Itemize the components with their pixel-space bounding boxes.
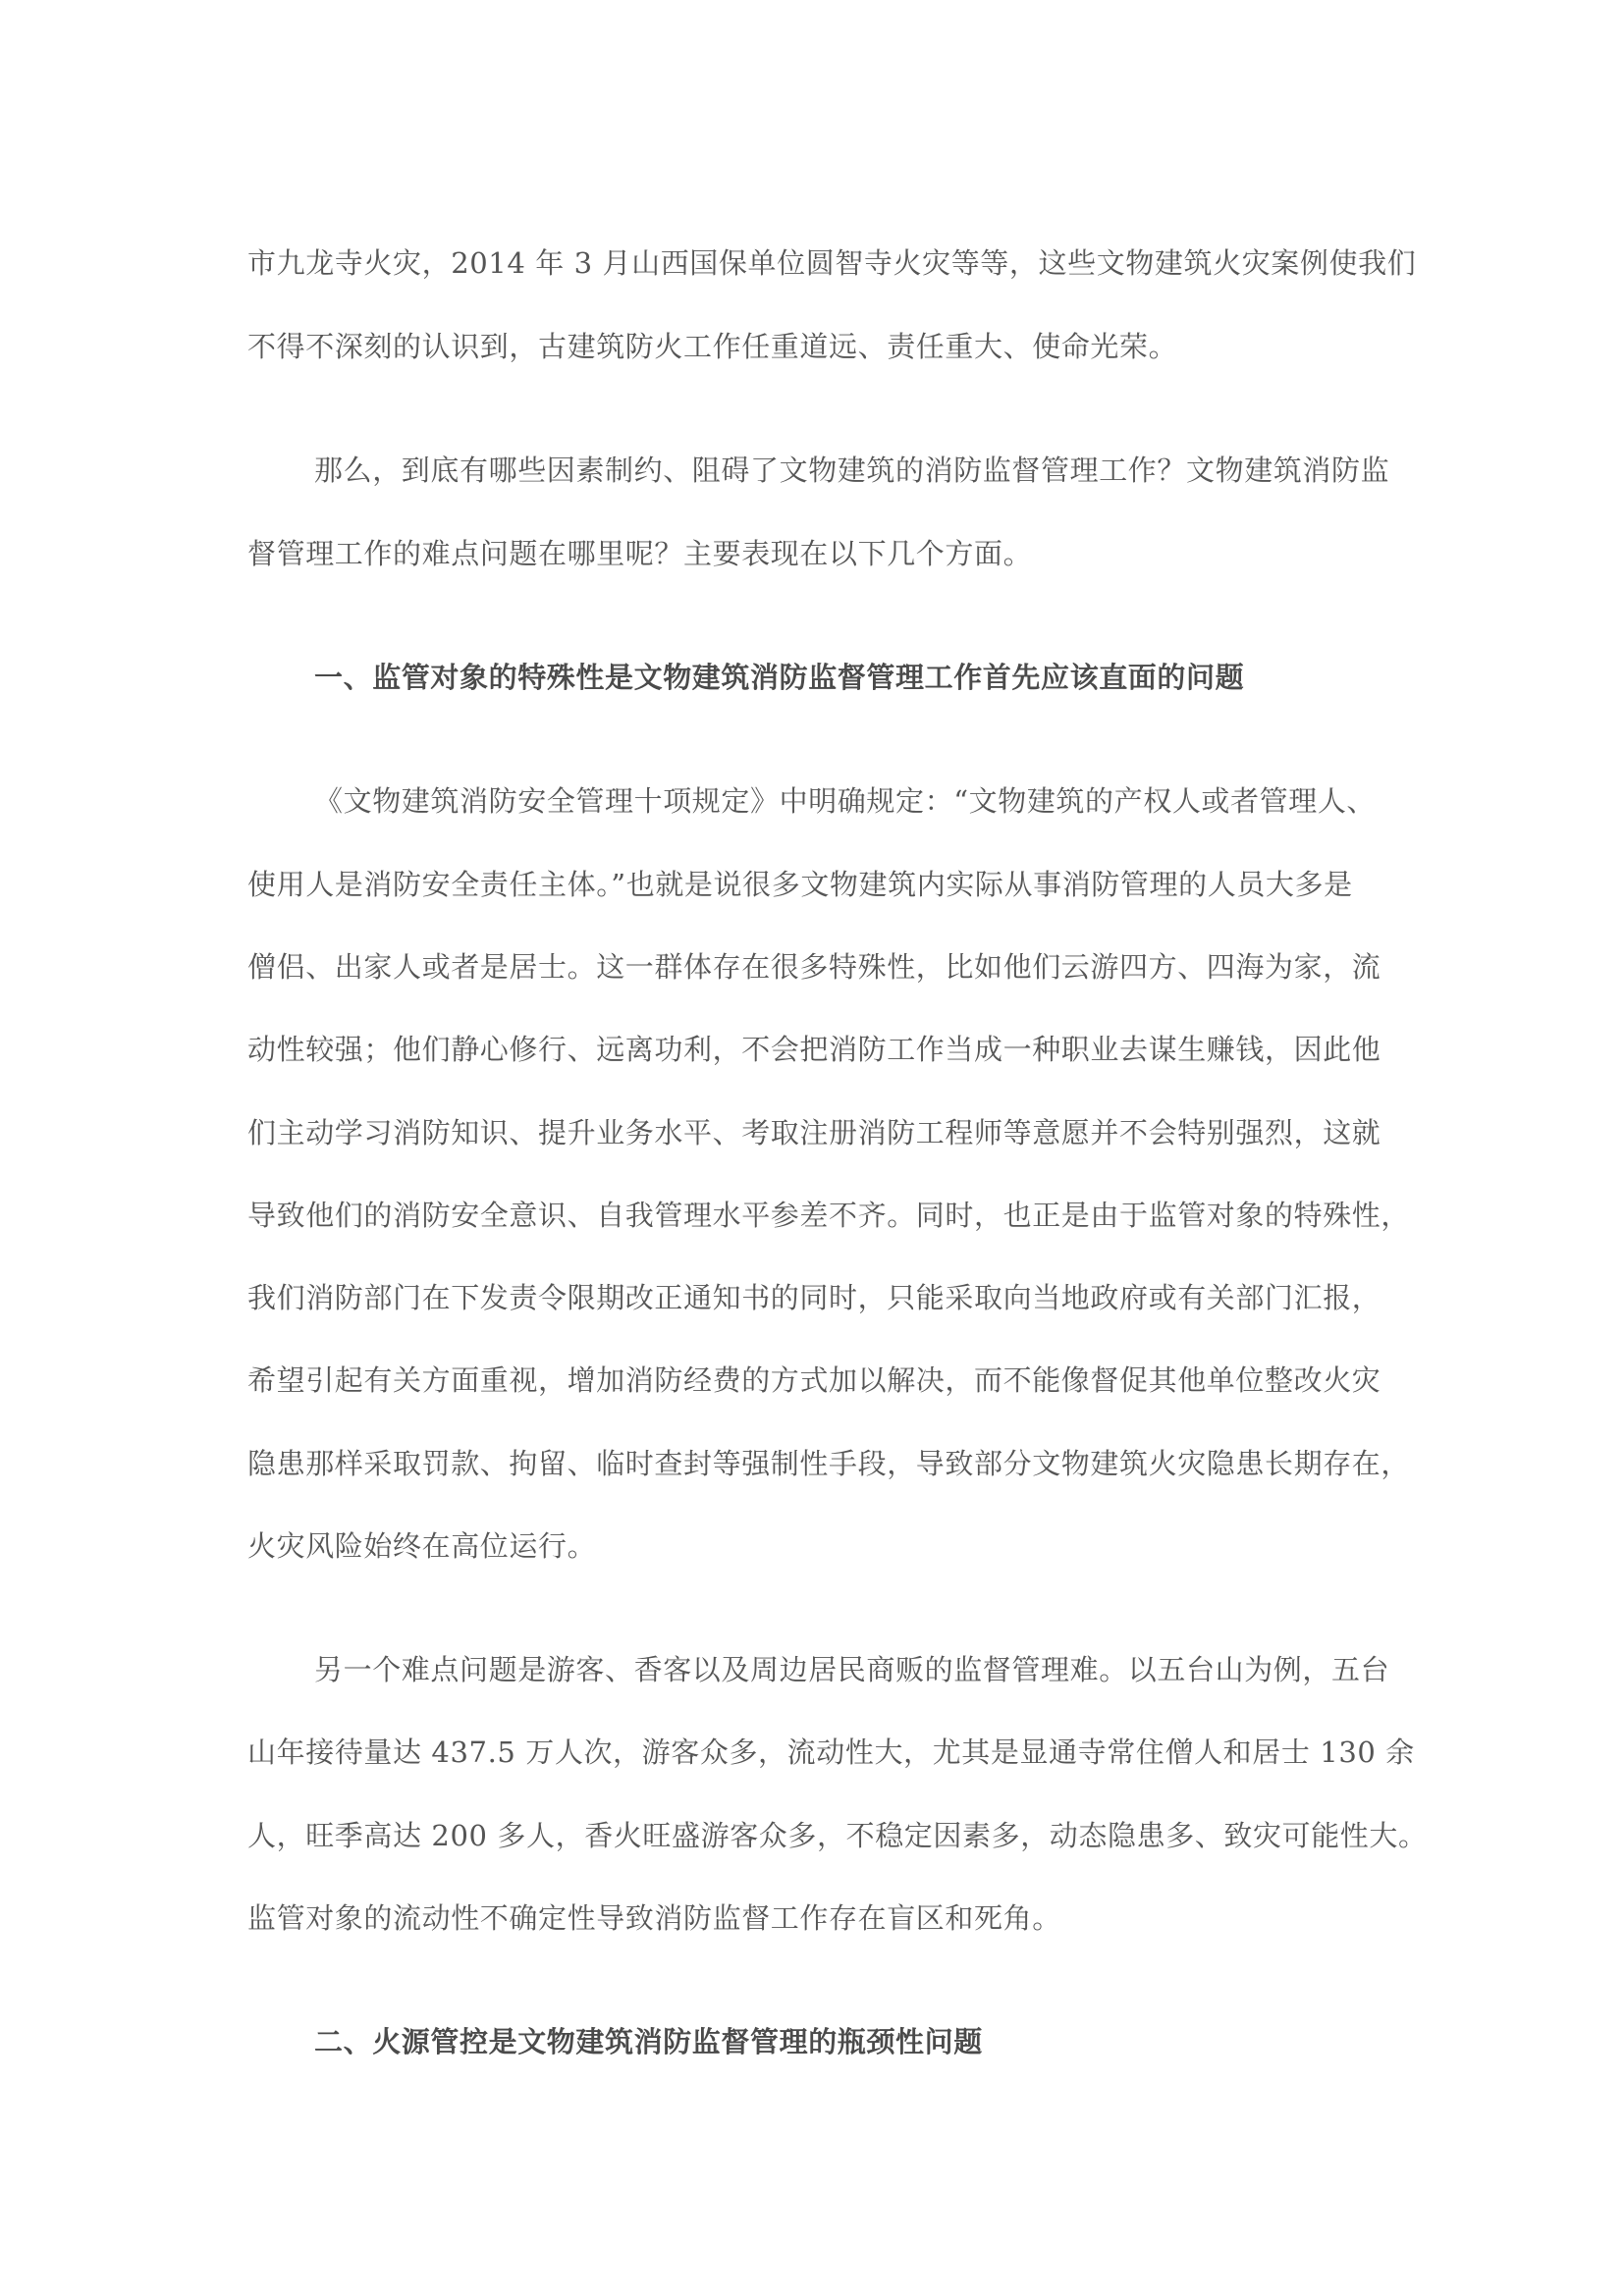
paragraph-3-line-7: 我们消防部门在下发责令限期改正通知书的同时，只能采取向当地政府或有关部门汇报， xyxy=(247,1281,1381,1314)
paragraph-3-line-8: 希望引起有关方面重视，增加消防经费的方式加以解决，而不能像督促其他单位整改火灾 xyxy=(247,1363,1381,1397)
paragraph-4-line-3: 人，旺季高达 200 多人，香火旺盛游客众多，不稳定因素多，动态隐患多、致灾可能性大。 xyxy=(247,1819,1428,1852)
paragraph-2-line-1: 那么，到底有哪些因素制约、阻碍了文物建筑的消防监督管理工作？文物建筑消防监 xyxy=(314,454,1390,487)
paragraph-3-line-1: 《文物建筑消防安全管理十项规定》中明确规定：“文物建筑的产权人或者管理人、 xyxy=(314,784,1377,818)
paragraph-4-line-2: 山年接待量达 437.5 万人次，游客众多，流动性大，尤其是显通寺常住僧人和居士 130 余 xyxy=(247,1735,1415,1769)
paragraph-4-line-1: 另一个难点问题是游客、香客以及周边居民商贩的监督管理难。以五台山为例，五台 xyxy=(314,1653,1390,1686)
section-heading-2: 二、火源管控是文物建筑消防监督管理的瓶颈性问题 xyxy=(314,2025,983,2058)
paragraph-3-line-4: 动性较强；他们静心修行、远离功利，不会把消防工作当成一种职业去谋生赚钱，因此他 xyxy=(247,1033,1381,1066)
paragraph-3-line-10: 火灾风险始终在高位运行。 xyxy=(247,1529,597,1563)
paragraph-2-line-2: 督管理工作的难点问题在哪里呢？主要表现在以下几个方面。 xyxy=(247,537,1033,570)
section-heading-1: 一、监管对象的特殊性是文物建筑消防监督管理工作首先应该直面的问题 xyxy=(314,661,1245,694)
paragraph-3-line-3: 僧侣、出家人或者是居士。这一群体存在很多特殊性，比如他们云游四方、四海为家，流 xyxy=(247,950,1381,984)
paragraph-1-line-2: 不得不深刻的认识到，古建筑防火工作任重道远、责任重大、使命光荣。 xyxy=(247,330,1178,363)
paragraph-3-line-6: 导致他们的消防安全意识、自我管理水平参差不齐。同时，也正是由于监管对象的特殊性， xyxy=(247,1199,1411,1232)
paragraph-4-line-4: 监管对象的流动性不确定性导致消防监督工作存在盲区和死角。 xyxy=(247,1901,1061,1935)
paragraph-3-line-2: 使用人是消防安全责任主体。”也就是说很多文物建筑内实际从事消防管理的人员大多是 xyxy=(247,868,1353,901)
paragraph-3-line-5: 们主动学习消防知识、提升业务水平、考取注册消防工程师等意愿并不会特别强烈，这就 xyxy=(247,1116,1381,1149)
paragraph-3-line-9: 隐患那样采取罚款、拘留、临时查封等强制性手段，导致部分文物建筑火灾隐患长期存在， xyxy=(247,1447,1411,1480)
paragraph-1-line-1: 市九龙寺火灾，2014 年 3 月山西国保单位圆智寺火灾等等，这些文物建筑火灾案例使我们 xyxy=(247,246,1417,280)
